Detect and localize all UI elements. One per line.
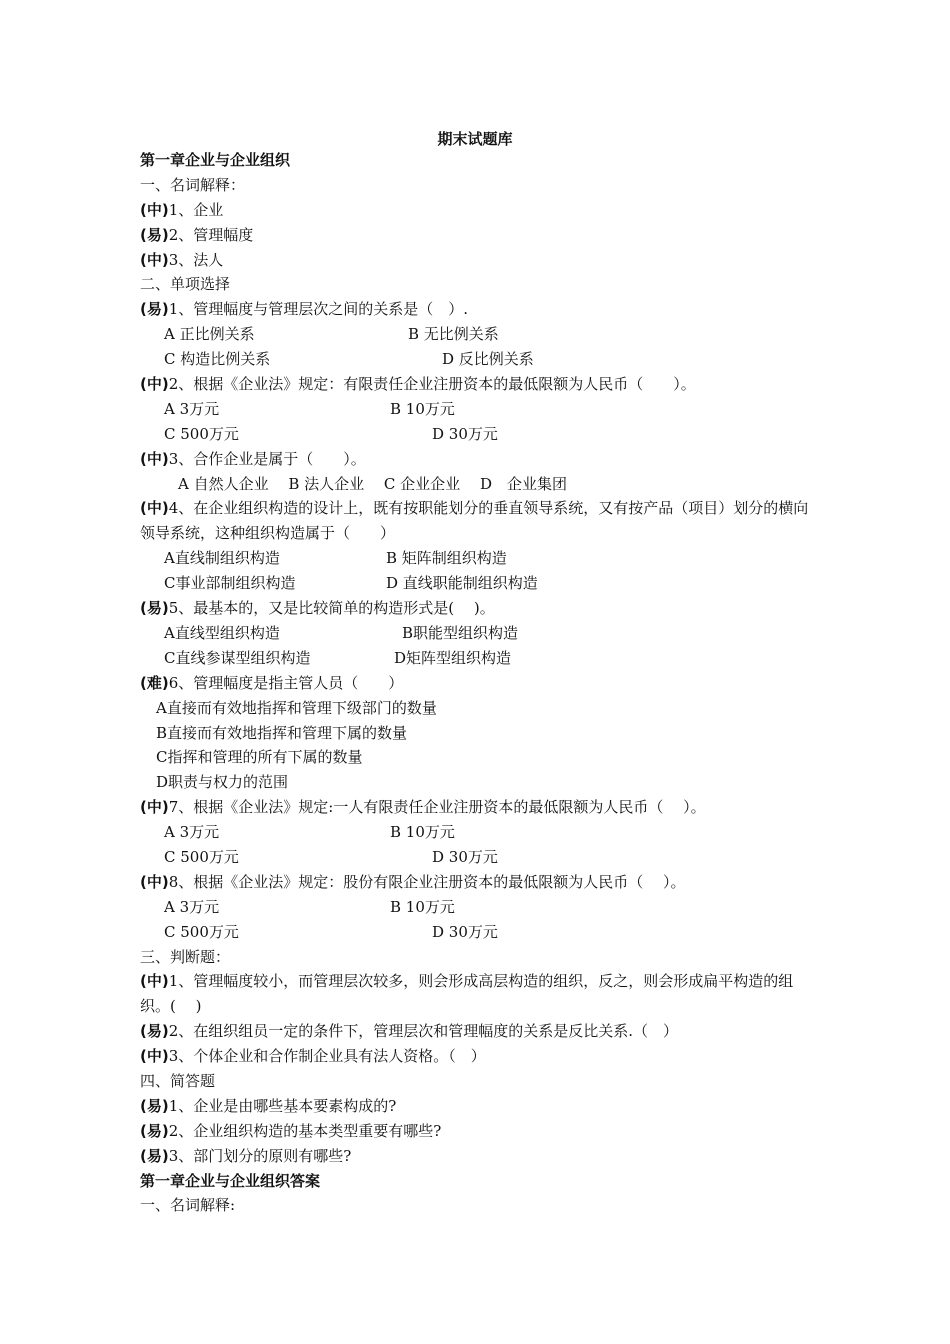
difficulty-label: (中) bbox=[140, 972, 169, 991]
option-row bbox=[140, 397, 820, 422]
question bbox=[140, 671, 820, 696]
option-d: D 30万元 bbox=[432, 424, 498, 443]
difficulty-label: (中) bbox=[140, 449, 169, 468]
question bbox=[140, 496, 820, 546]
question bbox=[140, 795, 820, 820]
option-c: C直线参谋型组织构造 bbox=[164, 648, 311, 667]
option-b: B 10万元 bbox=[390, 897, 455, 916]
option-row bbox=[140, 472, 820, 497]
option-a: A直线制组织构造 bbox=[164, 549, 280, 568]
option-d: D职责与权力的范围 bbox=[156, 773, 289, 792]
term-item bbox=[140, 248, 820, 273]
document-body bbox=[140, 148, 820, 1218]
option-b: B 10万元 bbox=[390, 399, 455, 418]
difficulty-label: (中) bbox=[140, 1047, 169, 1066]
option-c: C指挥和管理的所有下属的数量 bbox=[156, 748, 363, 767]
short-answer-text: 1、企业是由哪些基本要素构成的? bbox=[168, 1096, 397, 1115]
question-text: 6、管理幅度是指主管人员（ ） bbox=[168, 673, 404, 692]
option-d: D 反比例关系 bbox=[442, 350, 534, 369]
option-c: C 500万元 bbox=[164, 847, 239, 866]
difficulty-label: (中) bbox=[140, 200, 169, 219]
difficulty-label: (易) bbox=[140, 1022, 169, 1041]
judgement-text: 1、管理幅度较小，而管理层次较多，则会形成高层构造的组织，反之，则会形成扁平构造的组织。( ) bbox=[140, 972, 794, 1016]
answer-heading: 第一章企业与企业组织答案 bbox=[140, 1171, 321, 1190]
option-c: C事业部制组织构造 bbox=[164, 574, 296, 593]
question-text: 7、根据《企业法》规定:一人有限责任企业注册资本的最低限额为人民币（ ）。 bbox=[168, 798, 706, 817]
question bbox=[140, 870, 820, 895]
option-b: B 10万元 bbox=[390, 823, 455, 842]
difficulty-label: (易) bbox=[140, 599, 169, 618]
judgement-item bbox=[140, 969, 820, 1019]
option-c: C 500万元 bbox=[164, 424, 239, 443]
difficulty-label: (难) bbox=[140, 673, 169, 692]
short-answer-text: 3、部门划分的原则有哪些? bbox=[168, 1146, 352, 1165]
short-answer-item bbox=[140, 1119, 820, 1144]
question bbox=[140, 372, 820, 397]
term-item bbox=[140, 198, 820, 223]
options-inline: A 自然人企业 B 法人企业 C 企业企业 D 企业集团 bbox=[178, 474, 567, 493]
option-c: C 500万元 bbox=[164, 922, 239, 941]
option-d: D 直线职能制组织构造 bbox=[386, 574, 538, 593]
short-answer-item bbox=[140, 1144, 820, 1169]
difficulty-label: (中) bbox=[140, 250, 169, 269]
option-a: A 正比例关系 bbox=[164, 325, 255, 344]
option-c: C 构造比例关系 bbox=[164, 350, 271, 369]
question-text: 1、管理幅度与管理层次之间的关系是（ ）. bbox=[168, 300, 469, 319]
question bbox=[140, 596, 820, 621]
question-text: 4、在企业组织构造的设计上，既有按职能划分的垂直领导系统，又有按产品（项目）划分的横向领导系统，这种组织构造属于（ ） bbox=[140, 499, 809, 543]
page-title: 期末试题库 bbox=[437, 130, 513, 148]
short-answer-item bbox=[140, 1094, 820, 1119]
question-text: 8、根据《企业法》规定：股份有限企业注册资本的最低限额为人民币（ ）。 bbox=[168, 872, 686, 891]
question-text: 3、合作企业是属于（ ）。 bbox=[168, 449, 366, 468]
option-b: B职能型组织构造 bbox=[402, 623, 519, 642]
option-d: D 30万元 bbox=[432, 922, 498, 941]
answer-section-heading: 一、名词解释: bbox=[140, 1196, 236, 1215]
term-item bbox=[140, 223, 820, 248]
question-text: 2、根据《企业法》规定：有限责任企业注册资本的最低限额为人民币（ ）。 bbox=[168, 375, 696, 394]
chapter-heading: 第一章企业与企业组织 bbox=[140, 151, 291, 169]
option-d: D矩阵型组织构造 bbox=[394, 648, 512, 667]
judgement-text: 3、个体企业和合作制企业具有法人资格。（ ） bbox=[168, 1047, 486, 1066]
section-heading-terms: 一、名词解释： bbox=[140, 175, 246, 194]
term-text: 1、企业 bbox=[168, 200, 224, 219]
judgement-item bbox=[140, 1019, 820, 1044]
option-a: A 3万元 bbox=[164, 823, 220, 842]
difficulty-label: (易) bbox=[140, 300, 169, 319]
difficulty-label: (中) bbox=[140, 375, 169, 394]
option-row bbox=[140, 571, 820, 596]
option-a: A 3万元 bbox=[164, 399, 220, 418]
option-d: D 30万元 bbox=[432, 847, 498, 866]
section-heading-judgement: 三、判断题： bbox=[140, 947, 231, 966]
option-row bbox=[140, 621, 820, 646]
option-row bbox=[140, 422, 820, 447]
difficulty-label: (易) bbox=[140, 1146, 169, 1165]
option-a: A直线型组织构造 bbox=[164, 623, 280, 642]
option-row bbox=[140, 845, 820, 870]
difficulty-label: (中) bbox=[140, 798, 169, 817]
difficulty-label: (易) bbox=[140, 225, 169, 244]
term-text: 3、法人 bbox=[168, 250, 224, 269]
term-text: 2、管理幅度 bbox=[168, 225, 254, 244]
option-a: A直接而有效地指挥和管理下级部门的数量 bbox=[156, 698, 437, 717]
question bbox=[140, 447, 820, 472]
difficulty-label: (易) bbox=[140, 1121, 169, 1140]
option-row bbox=[140, 646, 820, 671]
difficulty-label: (中) bbox=[140, 499, 169, 518]
option-row bbox=[140, 347, 820, 372]
short-answer-text: 2、企业组织构造的基本类型重要有哪些? bbox=[168, 1121, 442, 1140]
option-row bbox=[140, 920, 820, 945]
option-a: A 3万元 bbox=[164, 897, 220, 916]
option-row bbox=[140, 322, 820, 347]
option-b: B 无比例关系 bbox=[408, 325, 499, 344]
option-row bbox=[140, 820, 820, 845]
question-text: 5、最基本的，又是比较简单的构造形式是( )。 bbox=[168, 599, 495, 618]
difficulty-label: (易) bbox=[140, 1096, 169, 1115]
option-row bbox=[140, 546, 820, 571]
section-heading-short-answer: 四、简答题 bbox=[140, 1072, 216, 1091]
option-b: B 矩阵制组织构造 bbox=[386, 549, 507, 568]
option-b: B直接而有效地指挥和管理下属的数量 bbox=[156, 723, 408, 742]
question bbox=[140, 297, 820, 322]
section-heading-choice: 二、单项选择 bbox=[140, 275, 231, 294]
judgement-item bbox=[140, 1044, 820, 1069]
option-row bbox=[140, 895, 820, 920]
judgement-text: 2、在组织组员一定的条件下，管理层次和管理幅度的关系是反比关系.（ ） bbox=[168, 1022, 679, 1041]
difficulty-label: (中) bbox=[140, 872, 169, 891]
